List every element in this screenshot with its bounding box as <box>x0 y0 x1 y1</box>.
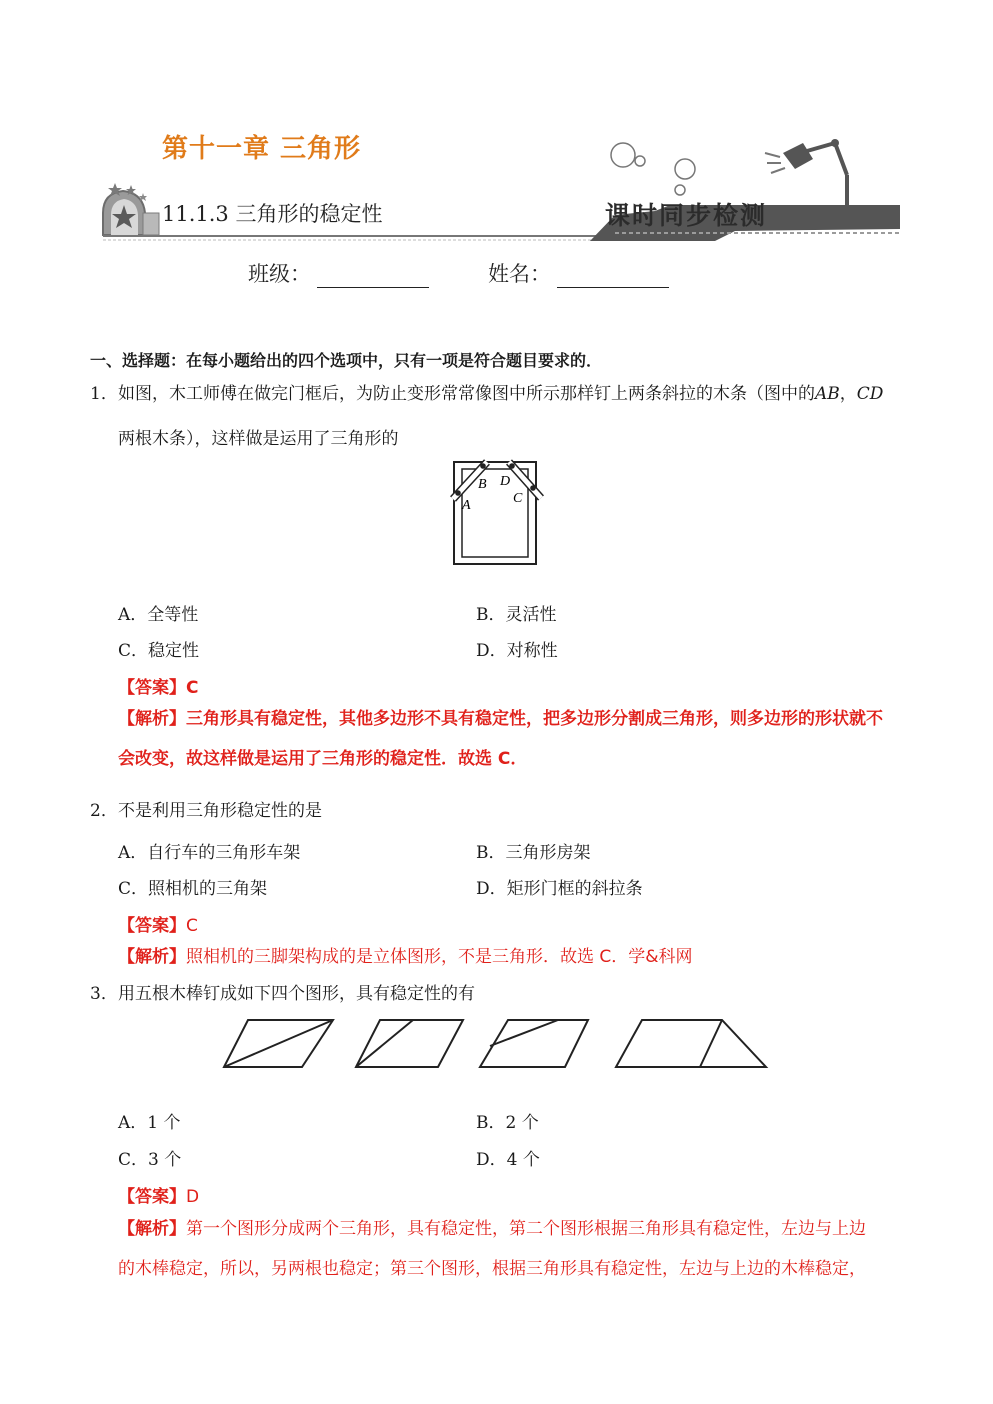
question-3-stem: 3．用五根木棒钉成如下四个图形，具有稳定性的有 <box>90 984 475 1004</box>
q1-option-d: D．对称性 <box>476 641 558 661</box>
q3-answer: 【答案】D <box>118 1187 200 1207</box>
shape-3 <box>480 1020 588 1067</box>
q1-option-a: A．全等性 <box>118 605 199 625</box>
lamp-icon <box>765 139 847 205</box>
class-blank <box>317 267 429 288</box>
question-1-stem: 1．如图，木工师傅在做完门框后，为防止变形常常像图中所示那样钉上两条斜拉的木条（图中的AB，CD <box>90 384 884 404</box>
class-field <box>248 258 429 288</box>
q1-explanation: 【解析】三角形具有稳定性，其他多边形不具有稳定性，把多边形分割成三角形，则多边形的形状就不 会改变，故这样做是运用了三角形的稳定性．故选 C． <box>118 709 883 769</box>
four-shapes-figure <box>218 1012 773 1074</box>
shape-2 <box>356 1020 463 1067</box>
section-heading: 一、选择题：在每小题给出的四个选项中，只有一项是符合题目要求的． <box>90 351 603 370</box>
q2-option-d: D．矩形门框的斜拉条 <box>476 879 643 899</box>
question-1-stem-cont: 两根木条），这样做是运用了三角形的 <box>118 429 399 449</box>
name-blank <box>557 267 669 288</box>
q1-option-c: C．稳定性 <box>118 641 200 661</box>
door-frame-figure <box>445 455 550 570</box>
shape-1 <box>224 1020 333 1067</box>
q3-option-c: C．3 个 <box>118 1150 182 1170</box>
class-label: 班级： <box>248 262 311 286</box>
q2-answer: 【答案】C <box>118 916 198 936</box>
label-c: C <box>513 491 523 506</box>
q3-option-b: B．2 个 <box>476 1113 539 1133</box>
q2-explanation: 【解析】照相机的三脚架构成的是立体图形，不是三角形．故选 C．学&科网 <box>118 947 693 967</box>
label-a: A <box>462 498 471 513</box>
q3-option-a: A．1 个 <box>118 1113 181 1133</box>
series-title: 课时同步检测 <box>605 201 768 230</box>
name-label: 姓名： <box>488 262 551 286</box>
q1-option-b: B．灵活性 <box>476 605 557 625</box>
label-b: B <box>478 477 487 492</box>
chapter-title: 第十一章 三角形 <box>162 134 362 164</box>
lesson-title: 11.1.3 三角形的稳定性 <box>162 202 383 226</box>
label-d: D <box>500 474 511 489</box>
shape-4 <box>616 1020 766 1067</box>
name-field <box>488 258 669 288</box>
q3-option-d: D．4 个 <box>476 1150 540 1170</box>
q2-option-b: B．三角形房架 <box>476 843 591 863</box>
q2-option-c: C．照相机的三角架 <box>118 879 268 899</box>
medal-icon <box>103 183 159 235</box>
q1-answer: 【答案】C <box>118 678 199 698</box>
q2-option-a: A．自行车的三角形车架 <box>118 843 301 863</box>
question-2-stem: 2．不是利用三角形稳定性的是 <box>90 801 322 821</box>
q3-explanation: 【解析】第一个图形分成两个三角形，具有稳定性，第二个图形根据三角形具有稳定性，左边与上边 的木棒稳定，所以，另两根也稳定；第三个图形，根据三角形具有稳定性，左边与上边的木棒稳定， <box>118 1219 866 1279</box>
